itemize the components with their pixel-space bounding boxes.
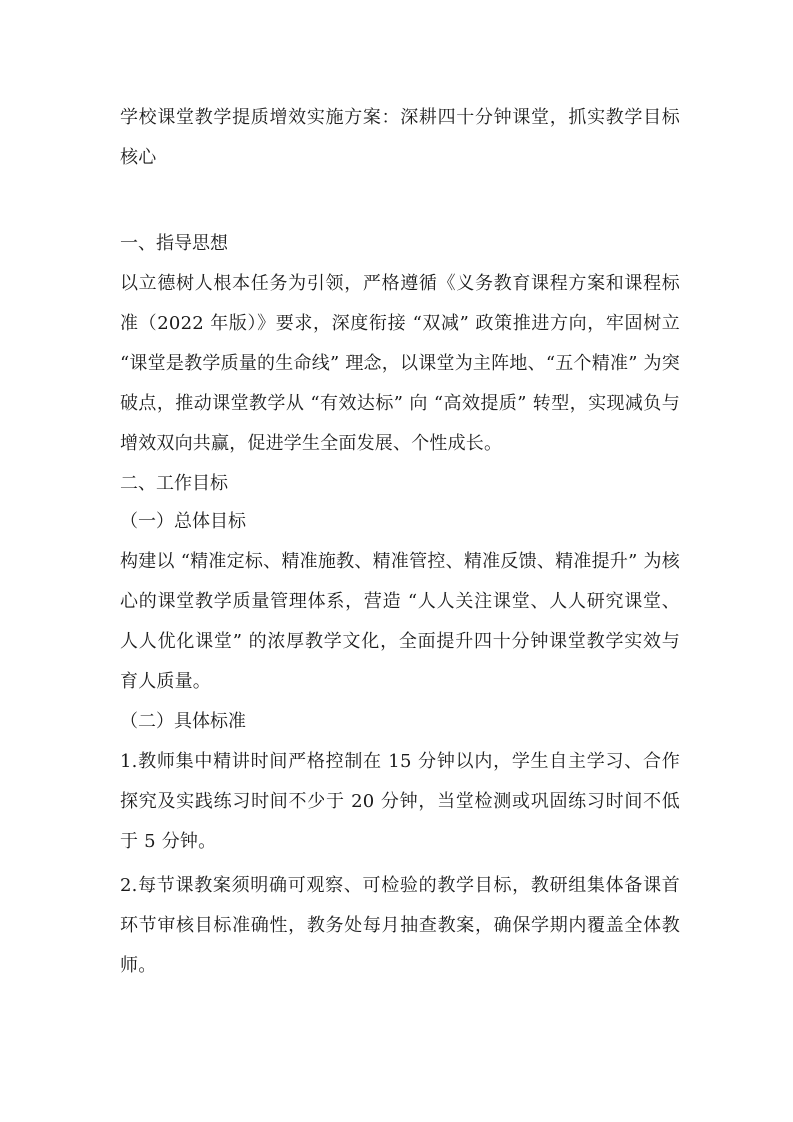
- overall-goal-paragraph: 构建以 “精准定标、精准施教、精准管控、精准反馈、精准提升” 为核心的课堂教学质量管理体系，营造 “人人关注课堂、人人研究课堂、人人优化课堂” 的浓厚教学文化，全面提升四十分钟课堂教学实效与育人质量。: [120, 551, 680, 692]
- subsection-heading-specific-standards: （二）具体标准: [120, 711, 246, 732]
- section-heading-work-goals: 二、工作目标: [120, 473, 228, 494]
- section-heading-guiding-ideology: 一、指导思想: [120, 233, 228, 254]
- standard-item-1: 1.教师集中精讲时间严格控制在 15 分钟以内，学生自主学习、合作探究及实践练习时间不少于 20 分钟，当堂检测或巩固练习时间不低于 5 分钟。: [120, 751, 680, 852]
- document-body: [120, 98, 680, 986]
- title-spacer: [120, 178, 680, 226]
- guiding-ideology-paragraph: 以立德树人根本任务为引领，严格遵循《义务教育课程方案和课程标准（2022 年版）》要求，深度衔接 “双减” 政策推进方向，牢固树立 “课堂是教学质量的生命线” 理念，以课堂为主阵地、“五个精准” 为突破点，推动课堂教学从 “有效达标” 向 “高效提质” 转型，实现减负与增效双向共赢，促进学生全面发展、个性成长。: [120, 273, 680, 454]
- subsection-heading-overall-goal: （一）总体目标: [120, 511, 246, 532]
- standard-item-2: 2.每节课教案须明确可观察、可检验的教学目标，教研组集体备课首环节审核目标准确性，教务处每月抽查教案，确保学期内覆盖全体教师。: [120, 875, 680, 976]
- document-title: 学校课堂教学提质增效实施方案：深耕四十分钟课堂，抓实教学目标核心: [120, 107, 680, 168]
